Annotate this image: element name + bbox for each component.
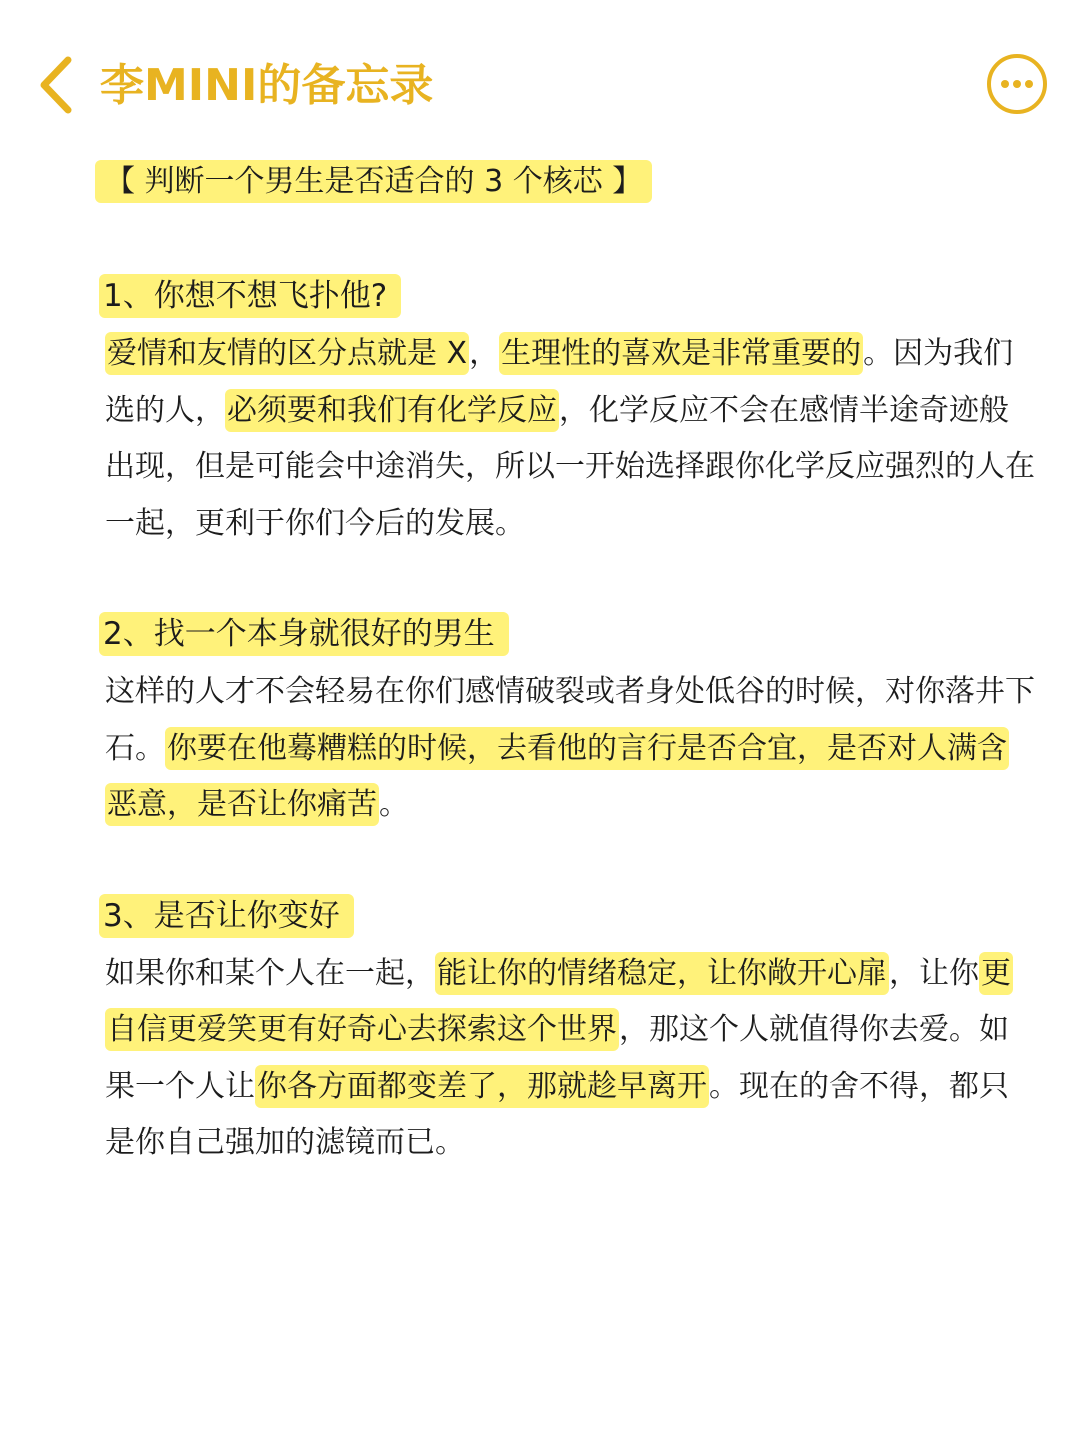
highlighted-text: 能让你的情绪稳定，让你敞开心扉	[435, 952, 889, 995]
highlighted-text: 生理性的喜欢是非常重要的	[499, 332, 863, 375]
highlighted-text: 必须要和我们有化学反应	[225, 389, 559, 432]
note-title	[95, 150, 1035, 214]
section-heading-text: 2、找一个本身就很好的男生	[99, 612, 509, 656]
highlighted-text: 你要在他蓦糟糕的时候，去看他的言行是否合宜，是否对人满含恶意，是否让你痛苦	[105, 727, 1009, 827]
section-heading	[105, 266, 1035, 326]
highlighted-text: 更自信更爱笑更有好奇心去探索这个世界	[105, 952, 1013, 1052]
plain-text: ，让你	[889, 955, 979, 991]
plain-text: ，	[469, 336, 500, 371]
plain-text: 。因为我们选的人，	[105, 336, 1014, 428]
chevron-left-icon	[28, 50, 88, 120]
section-body	[105, 946, 1035, 1172]
section-3	[105, 886, 1035, 1172]
plain-text: ，化学反应不会在感情半途奇迹般出现，但是可能会中途消失，所以一开始选择跟你化学反应强烈的人在一起，更利于你们今后的发展。	[105, 392, 1035, 541]
more-button[interactable]	[985, 52, 1049, 116]
plain-text: 。现在的舍不得，都只是你自己强加的滤镜而已。	[105, 1068, 1009, 1160]
section-heading	[105, 604, 1035, 664]
note-content	[105, 150, 1035, 1172]
nav-bar	[0, 0, 1080, 170]
plain-text: 。	[379, 787, 409, 822]
section-1	[105, 266, 1035, 552]
back-button[interactable]	[28, 50, 88, 120]
highlighted-text: 你各方面都变差了，那就趁早离开	[255, 1065, 709, 1108]
section-heading-text: 1、你想不想飞扑他?	[99, 274, 401, 318]
highlighted-text: 爱情和友情的区分点就是 X	[105, 332, 469, 375]
plain-text: 如果你和某个人在一起，	[105, 955, 435, 991]
page-title: 李MINI的备忘录	[100, 60, 434, 111]
plain-text: 这样的人才不会轻易在你们感情破裂或者身处低谷的时候，对你落井下石。	[105, 674, 1035, 766]
note-title-text: 【 判断一个男生是否适合的 3 个核芯 】	[95, 160, 652, 203]
more-horizontal-circle-icon	[985, 52, 1049, 116]
section-body	[105, 664, 1035, 834]
section-heading-text: 3、是否让你变好	[99, 894, 354, 938]
section-2	[105, 604, 1035, 834]
section-body	[105, 326, 1035, 552]
section-heading	[105, 886, 1035, 946]
plain-text: ，那这个人就值得你去爱。如果一个人让	[105, 1012, 1009, 1104]
